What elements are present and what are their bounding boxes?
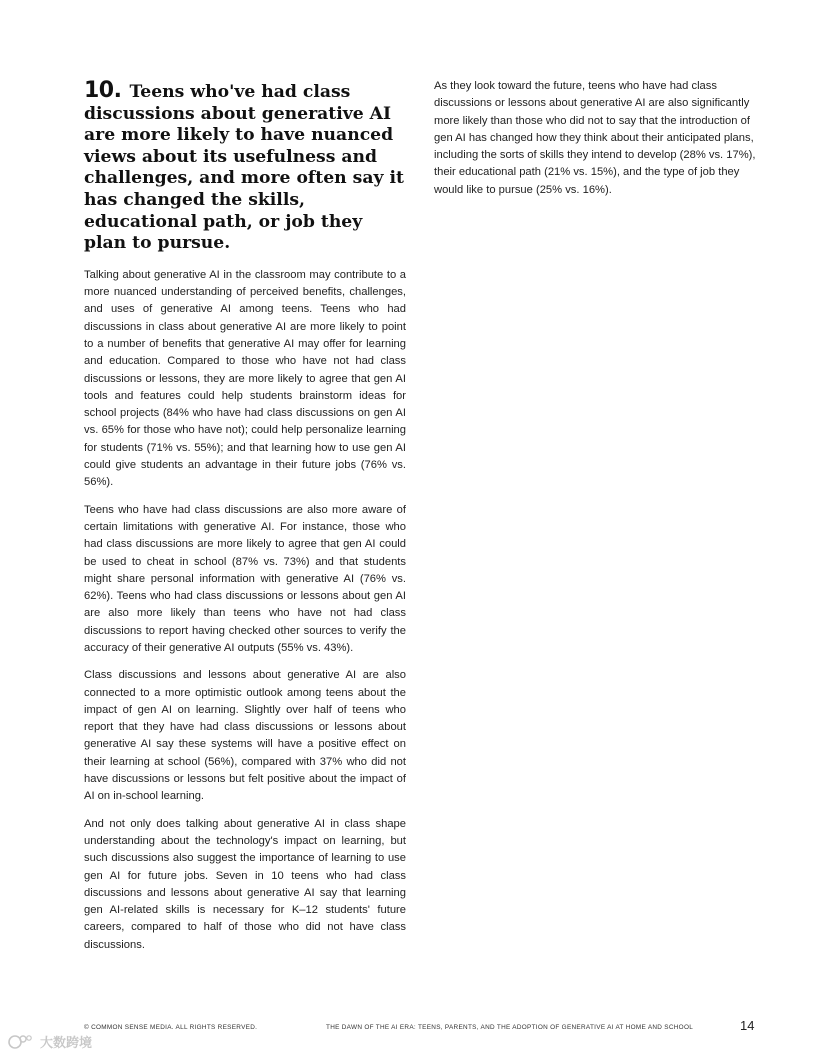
section-number: 10.: [84, 78, 122, 103]
body-paragraph: Class discussions and lessons about generative AI are also connected to a more optimistic outlook among teens about the impact of gen AI on learning. Slightly over half of teens who report that they have had class discussions or lessons about generative AI say these systems will have a positive effect on their learning at school (56%), compared with 37% who did not have discussions or lessons but felt positive about the impact of AI on in-school learning.: [84, 669, 406, 803]
footer-report-title: THE DAWN OF THE AI ERA: TEENS, PARENTS, AND THE ADOPTION OF GENERATIVE AI AT HOME AND SCHOOL: [326, 1024, 694, 1031]
watermark: [6, 1032, 116, 1052]
section-heading: [84, 80, 406, 255]
left-column: [84, 80, 406, 964]
body-paragraph: As they look toward the future, teens who have had class discussions or lessons about generative AI are also significantly more likely than those who did not to say that the introduction of gen AI has changed how they think about their anticipated plans, including the sorts of skills they intend to develop (28% vs. 17%), their educational path (21% vs. 15%), and the type of job they would like to pursue (25% vs. 16%).: [434, 80, 756, 196]
body-paragraph: Talking about generative AI in the classroom may contribute to a more nuanced understanding of perceived benefits, challenges, and uses of generative AI among teens. Teens who had discussions in class about generative AI are more likely to point to a number of benefits that generative AI may offer for learning and education. Compared to those who have not had class discussions or lessons, they are more likely to agree that gen AI tools and features could help students brainstorm ideas for school projects (84% who have had class discussions on gen AI vs. 65% for those who have not); could help personalize learning for students (71% vs. 55%); and that learning how to use gen AI could give students an advantage in their future jobs (76% vs. 56%).: [84, 268, 406, 489]
body-paragraph: And not only does talking about generative AI in class shape understanding about the technology's impact on learning, but such discussions also suggest the importance of learning to use gen AI for future jobs. Seven in 10 teens who had class discussions and lessons about generative AI say that learning gen AI-related skills is necessary for K–12 students' future careers, compared to half of those who did not have class discussions.: [84, 817, 406, 951]
footer-copyright: © COMMON SENSE MEDIA. ALL RIGHTS RESERVED.: [84, 1024, 258, 1031]
right-column: [434, 78, 756, 209]
watermark-text: 大数跨境: [40, 1036, 93, 1051]
watermark-logo-icon: [6, 1032, 116, 1052]
page-footer: [0, 1018, 816, 1038]
page-number: 14: [740, 1018, 755, 1033]
section-title: Teens who've had class discussions about generative AI are more likely to have nuanced views about its usefulness and challenges, and more often say it has changed the skills, educational path, or job they plan to pursue.: [84, 82, 404, 254]
body-paragraph: Teens who have had class discussions are also more aware of certain limitations with generative AI. For instance, those who had class discussions are more likely to agree that gen AI could be used to cheat in school (87% vs. 73%) and that students might share personal information with generative AI (76% vs. 62%). Teens who had class discussions or lessons about gen AI are also more likely than teens who have not had class discussions to report having checked other sources to verify the accuracy of their generative AI outputs (55% vs. 43%).: [84, 503, 406, 654]
